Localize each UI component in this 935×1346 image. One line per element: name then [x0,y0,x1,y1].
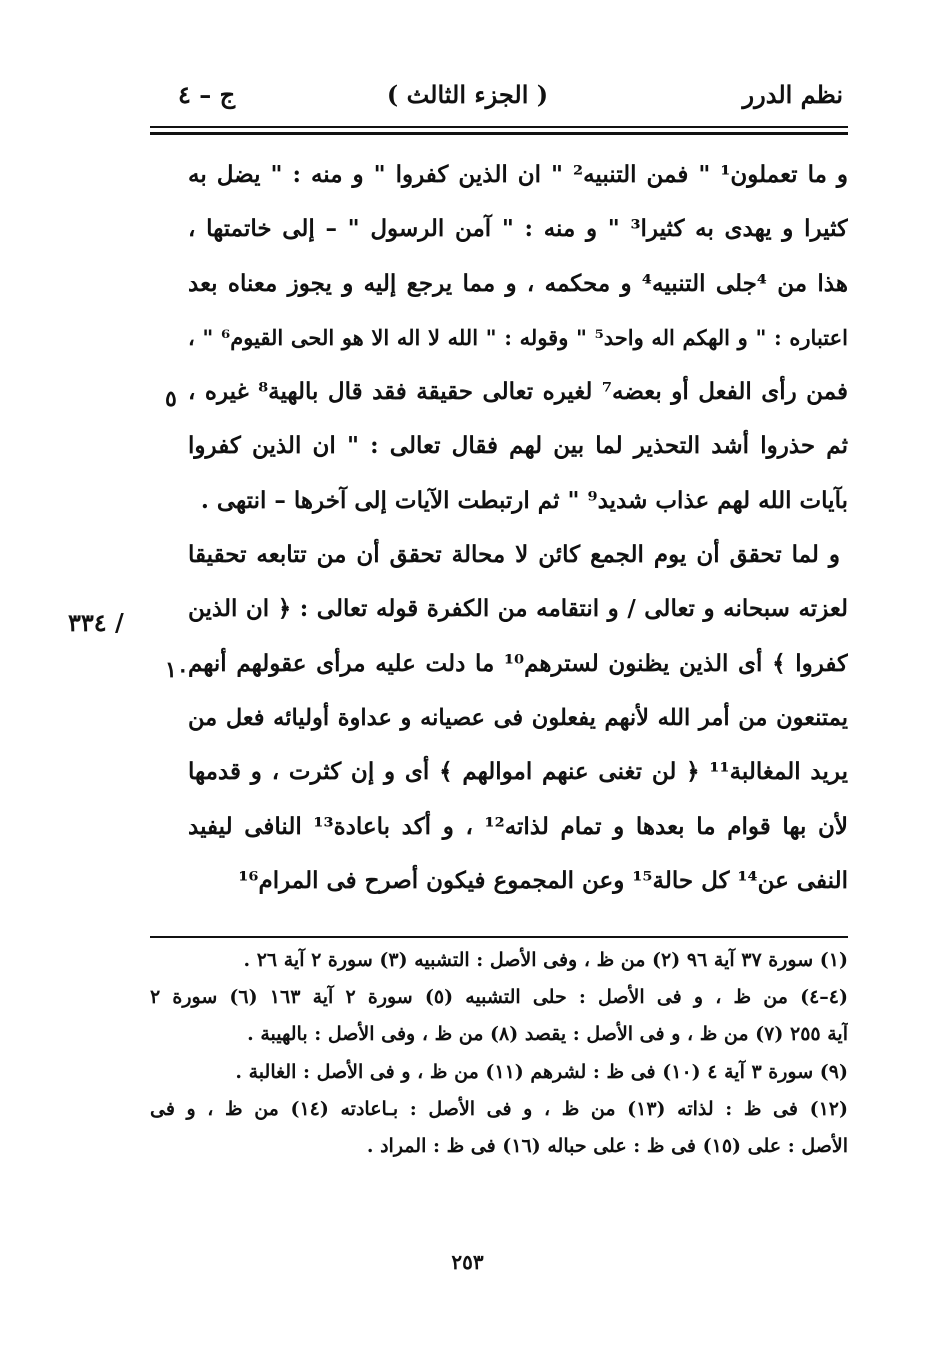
manuscript-page-marker: / ٣٣٤ [68,608,124,637]
header-rule-thick [150,132,848,135]
volume-label: ج – ٤ [178,80,236,109]
text-line: يمتنعون من أمر الله لأنهم يفعلون فى عصيانه و عداوة أوليائه فعل من [188,704,848,731]
footnote-line: (٤–٤) من ظ ، و فى الأصل : حلى التشبيه (٥) سورة ٢ آية ١٦٣ (٦) سورة ٢ [150,986,848,1009]
footnote-line: الأصل : على (١٥) فى ظ : على حباله (١٦) فى ظ : المراد . [366,1134,848,1157]
line-number-5: ٥ [165,386,177,412]
text-line: ثم حذروا أشد التحذير لما بين لهم فقال تعالى : " ان الذين كفروا [188,432,848,460]
page-number: ٢٥٣ [451,1250,484,1274]
line-number-10: ١٠ [165,657,189,683]
text-line: كثيرا و يهدى به كثيرا³ " و منه : " آمن الرسول " – إلى خاتمتها ، [188,215,848,243]
part-label: ( الجزء الثالث ) [386,80,549,109]
text-line: لأن بها قوام ما بعدها و تمام لذاته¹² ، و أكد باعادة¹³ النافى ليفيد [188,812,848,840]
text-line: لعزته سبحانه و تعالى / و انتقامه من الكفرة قوله تعالى : ﴿ ان الذين [188,595,848,623]
footnotes [150,942,848,1165]
header-rule [150,126,848,128]
text-line: النفى عن¹⁴ كل حالة¹⁵ وعن المجموع فيكون أصرح فى المرام¹⁶ [238,866,848,894]
footnote-line: (١) سورة ٣٧ آية ٩٦ (٢) من ظ ، وفى الأصل : التشبيه (٣) سورة ٢ آية ٢٦ . [243,949,848,971]
footnote-line: (٩) سورة ٣ آية ٤ (١٠) فى ظ : لشرهم (١١) من ظ ، و فى الأصل : الغالبة . [235,1060,848,1083]
footnote-line: آية ٢٥٥ (٧) من ظ ، و فى الأصل : يقصد (٨) من ظ ، وفى الأصل : بالهيبة . [247,1023,848,1046]
book-title: نظم الدرر [742,80,843,109]
text-line: بآيات الله لهم عذاب شديد⁹ " ثم ارتبطت الآيات إلى آخرها – انتهى . [200,486,848,514]
text-line: و لما تحقق أن يوم الجمع كائن لا محالة تحقق أن من تتابعه تحقيقا [188,541,840,569]
text-line: يريد المغالبة¹¹ ﴿ لن تغنى عنهم اموالهم ﴾ أى و إن كثرت ، و قدمها [188,758,848,786]
text-line: اعتباره : " و الهكم اله واحد⁵ " وقوله : " الله لا اله الا هو الحى القيوم⁶ " ، [188,324,848,350]
footnote-line: (١٢) فى ظ : لذاته (١٣) من ظ ، و فى الأصل : بـاعادته (١٤) من ظ ، و فى [150,1097,848,1120]
text-line: هذا من ⁴جلى التنبيه⁴ و محكمه ، و مما يرجع إليه و يجوز معناه بعد [188,269,848,297]
text-line: فمن رأى الفعل أو بعضه⁷ لغيره تعالى حقيقة فقد قال بالهية⁸ غيره ، [188,378,848,406]
text-line: كفروا ﴾ أى الذين يظنون لسترهم¹⁰ ما دلت عليه مرأى عقولهم أنهم [188,649,848,677]
footnote-separator [150,936,848,938]
text-line: و ما تعملون¹ " فمن التنبيه² " ان الذين كفروا " و منه : " يضل به [188,161,848,188]
main-text [188,148,848,908]
